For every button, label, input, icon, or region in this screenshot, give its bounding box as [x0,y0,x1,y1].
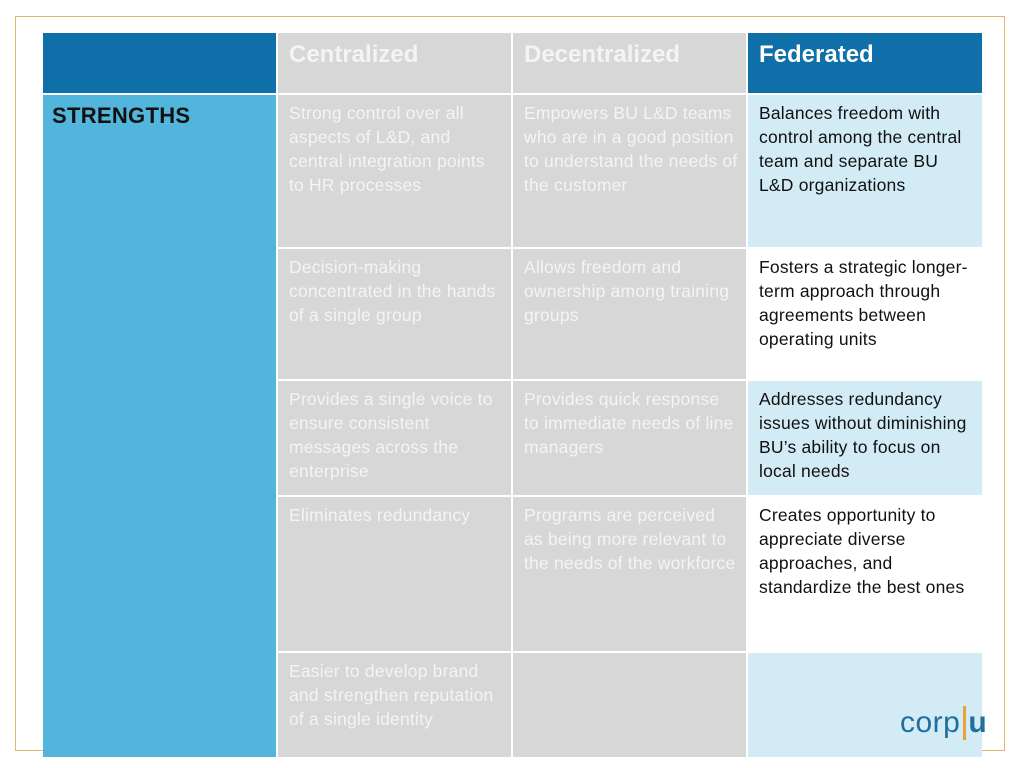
cell-centralized-2: Decision-making concentrated in the hands of a single group [278,249,511,379]
cell-federated-4: Creates opportunity to appreciate diverse approaches, and standardize the best ones [748,497,982,651]
cell-decentralized-3: Provides quick response to immediate needs of line managers [513,381,746,495]
cell-decentralized-2: Allows freedom and ownership among training groups [513,249,746,379]
header-federated: Federated [748,33,982,93]
row-label-text: STRENGTHS [52,103,191,128]
header-decentralized: Decentralized [513,33,746,93]
corpu-logo [900,703,987,743]
logo-u-text: u [968,706,987,739]
cell-centralized-1: Strong control over all aspects of L&D, and central integration points to HR processes [278,95,511,247]
logo-divider-bar [963,706,966,740]
cell-centralized-5: Easier to develop brand and strengthen reputation of a single identity [278,653,511,757]
cell-centralized-4: Eliminates redundancy [278,497,511,651]
cell-decentralized-1: Empowers BU L&D teams who are in a good position to understand the needs of the customer [513,95,746,247]
header-centralized: Centralized [278,33,511,93]
cell-federated-1: Balances freedom with control among the central team and separate BU L&D organizations [748,95,982,247]
logo-corp-text: corp [900,706,961,739]
cell-decentralized-5 [513,653,746,757]
row-label-strengths [43,95,276,757]
cell-centralized-3: Provides a single voice to ensure consistent messages across the enterprise [278,381,511,495]
cell-federated-2: Fosters a strategic longer-term approach through agreements between operating units [748,249,982,379]
cell-decentralized-4: Programs are perceived as being more relevant to the needs of the workforce [513,497,746,651]
cell-federated-3: Addresses redundancy issues without diminishing BU’s ability to focus on local needs [748,381,982,495]
comparison-table [43,33,982,757]
header-corner [43,33,276,93]
